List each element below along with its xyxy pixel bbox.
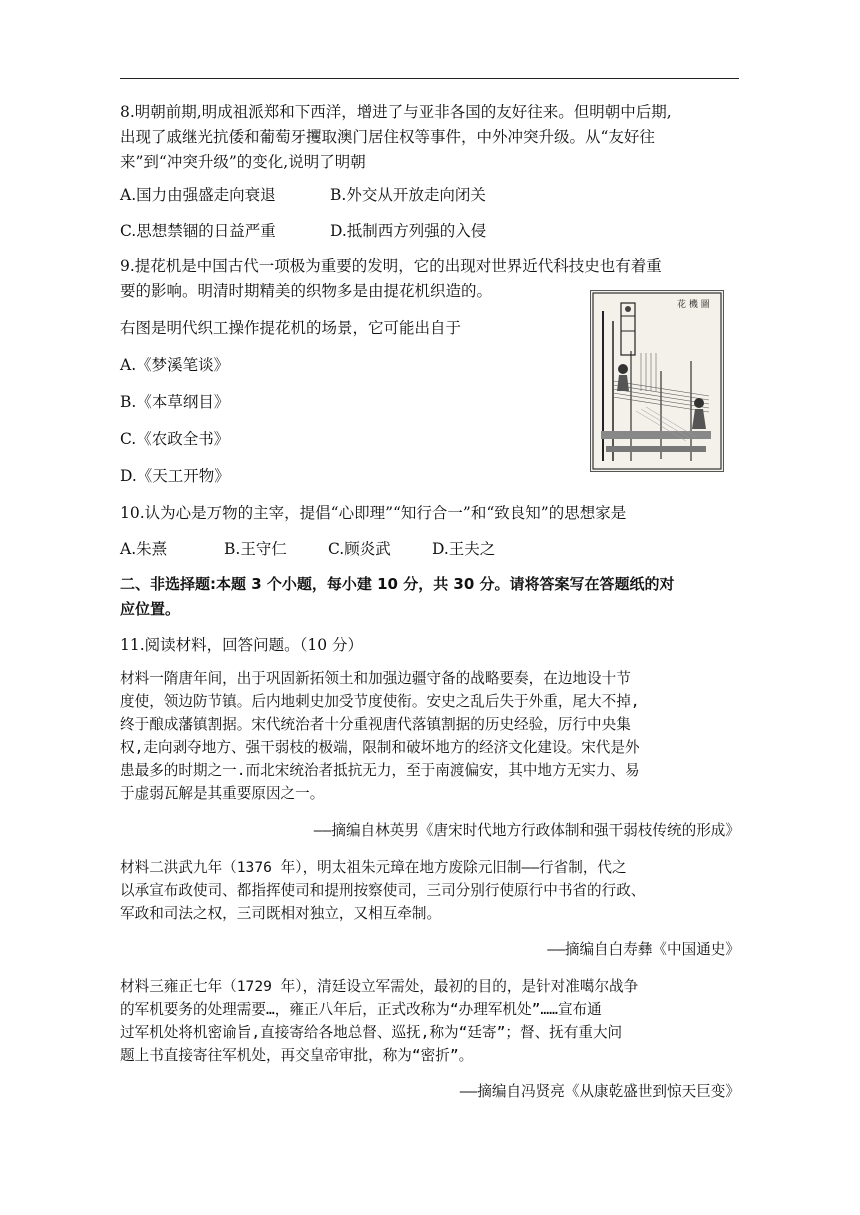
question-8-line: 8.明朝前期,明成祖派郑和下西洋，增进了与亚非各国的友好往来。但明朝中后期, bbox=[120, 103, 672, 121]
question-9-line: 要的影响。明清时期精美的织物多是由提花机织造的。 bbox=[120, 282, 493, 300]
section-2-line: 二、非选择题:本题 3 个小题，每小建 10 分，共 30 分。请将答案写在答题纸的对 bbox=[120, 575, 675, 593]
material-3-source: ——摘编自冯贤亮《从康乾盛世到惊天巨变》 bbox=[459, 1083, 740, 1100]
material-1-line: 患最多的时期之一.而北宋统治者抵抗无力，至于南渡偏安，其中地方无实力、易 bbox=[120, 762, 640, 779]
material-2-line: 材料二洪武九年（1376 年），明太祖朱元璋在地方废除元旧制——行省制，代之 bbox=[120, 859, 627, 876]
loom-illustration bbox=[590, 290, 724, 472]
material-1-line: 终于酿成藩镇割据。宋代统治者十分重视唐代落镇割据的历史经验，厉行中央集 bbox=[120, 716, 631, 733]
q8-option-b: B.外交从开放走向闭关 bbox=[330, 186, 486, 204]
q8-option-a: A.国力由强盛走向衰退 bbox=[120, 186, 276, 204]
section-2-heading bbox=[120, 572, 740, 622]
question-9-line: 9.提花机是中国古代一项极为重要的发明，它的出现对世界近代科技史也有着重 bbox=[120, 257, 662, 275]
question-8-line: 来”到“冲突升级”的变化,说明了明朝 bbox=[120, 153, 366, 171]
q9-option-d: D.《天工开物》 bbox=[120, 467, 230, 485]
q8-option-d: D.抵制西方列强的入侵 bbox=[330, 222, 487, 240]
material-1-line: 权,走向剥夺地方、强干弱枝的极端，限制和破坏地方的经济文化建设。宋代是外 bbox=[120, 739, 640, 756]
question-11-stem: 11.阅读材料，回答问题。（10 分） bbox=[120, 636, 364, 654]
material-1-line: 材料一隋唐年间，出于巩固新拓领土和加强边疆守备的战略要奏，在边地设十节 bbox=[120, 670, 631, 687]
material-3-line: 的军机要务的处理需要…，雍正八年后，正式改称为“办理军机处”……宣布通 bbox=[120, 1001, 602, 1018]
material-2-line: 军政和司法之权，三司既相对独立，又相互牵制。 bbox=[120, 905, 442, 922]
q9-option-c: C.《农政全书》 bbox=[120, 430, 230, 448]
material-3-line: 过军机处将机密谕旨,直接寄给各地总督、巡抚,称为“廷寄”；督、抚有重大问 bbox=[120, 1024, 623, 1041]
q10-option-c: C.顾炎武 bbox=[328, 540, 391, 558]
q10-option-d: D.王夫之 bbox=[432, 540, 496, 558]
material-1-line: 度使，领边防节镇。后内地刺史加受节度使衔。安史之乱后失于外重，尾大不掉, bbox=[120, 693, 640, 710]
question-9-line: 右图是明代织工操作提花机的场景，它可能出自于 bbox=[120, 319, 462, 337]
q10-option-a: A.朱熹 bbox=[120, 540, 168, 558]
loom-drawing bbox=[591, 291, 723, 471]
question-10-stem: 10.认为心是万物的主宰，提倡“心即理”“知行合一”和“致良知”的思想家是 bbox=[120, 504, 627, 522]
material-1-source: ––摘编自林英男《唐宋时代地方行政体制和强干弱枝传统的形成》 bbox=[313, 822, 740, 839]
material-3-line: 题上书直接寄往军机处，再交皇帝审批，称为“密折”。 bbox=[120, 1047, 474, 1064]
q9-option-b: B.《本草纲目》 bbox=[120, 393, 230, 411]
material-2-line: 以承宣布政使司、都指挥使司和提刑按察使司，三司分别行使原行中书省的行政、 bbox=[120, 882, 646, 899]
header-rule bbox=[120, 78, 739, 79]
question-8-stem bbox=[120, 100, 740, 175]
material-1-line: 于虚弱瓦解是其重要原因之一。 bbox=[120, 785, 325, 802]
material-2-source: ——摘编自白寿彝《中国通史》 bbox=[547, 941, 740, 958]
material-2 bbox=[120, 856, 740, 925]
q8-option-c: C.思想禁锢的日益严重 bbox=[120, 222, 276, 240]
figure-label: 花 機 圖 bbox=[677, 300, 710, 310]
section-2-line: 应位置。 bbox=[120, 600, 181, 618]
material-3-line: 材料三雍正七年（1729 年），清廷设立军需处，最初的目的，是针对准噶尔战争 bbox=[120, 978, 639, 995]
material-1 bbox=[120, 667, 740, 805]
q10-option-b: B.王守仁 bbox=[224, 540, 287, 558]
q9-option-a: A.《梦溪笔谈》 bbox=[120, 356, 230, 374]
material-3 bbox=[120, 975, 740, 1067]
question-8-line: 出现了戚继光抗倭和葡萄牙攫取澳门居住权等事件，中外冲突升级。从“友好往 bbox=[120, 128, 655, 146]
